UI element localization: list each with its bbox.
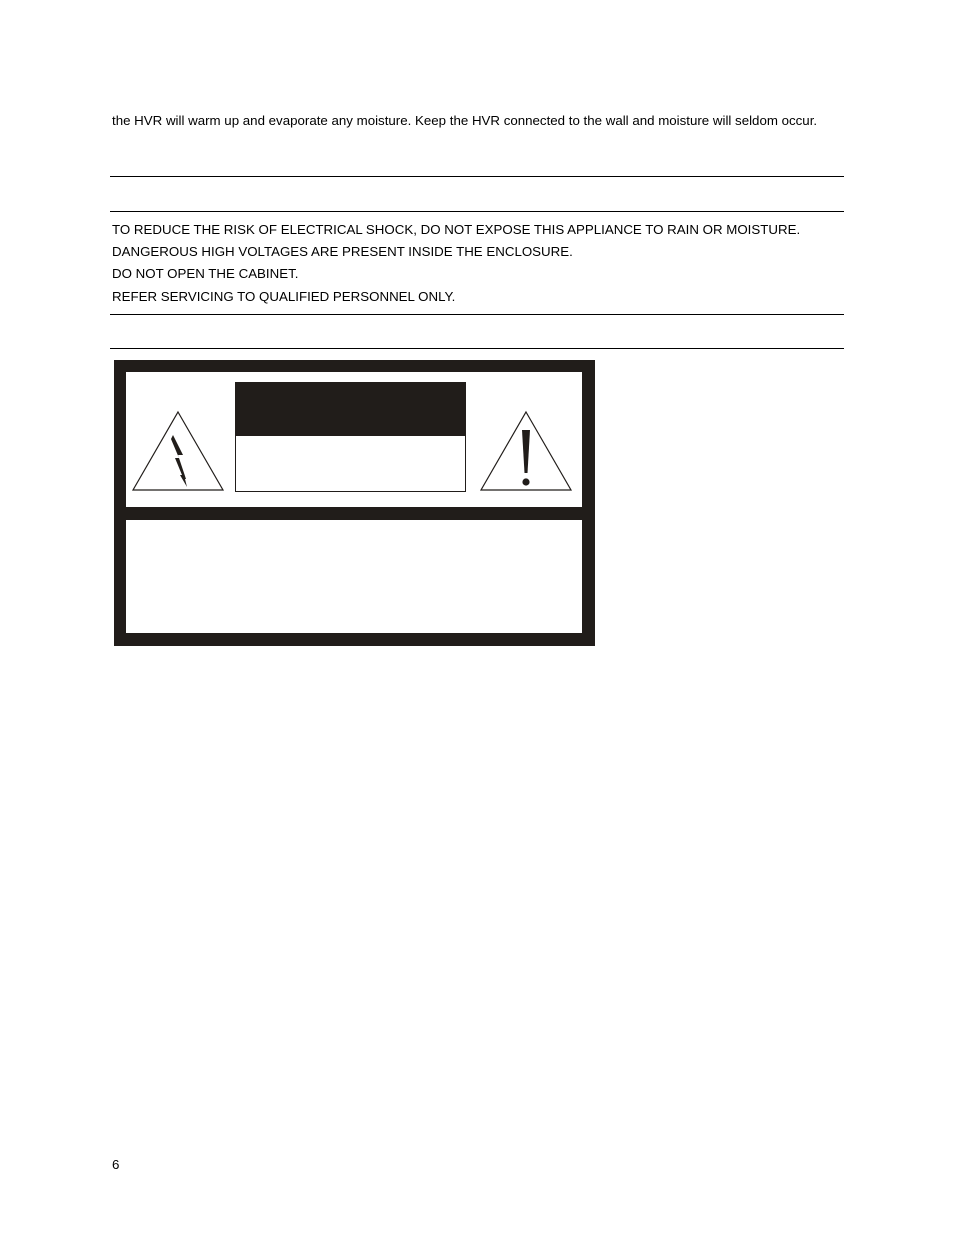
warning-line-high-voltage: DANGEROUS HIGH VOLTAGES ARE PRESENT INSIDE THE ENCLOSURE. [112,244,573,259]
warning-line-rain-moisture: TO REDUCE THE RISK OF ELECTRICAL SHOCK, DO NOT EXPOSE THIS APPLIANCE TO RAIN OR MOISTURE. [112,222,801,237]
section-divider [110,176,844,177]
caution-label-figure [114,360,595,646]
caution-label-bottom-panel [126,520,582,633]
caution-text-box [235,382,466,492]
lightning-bolt-triangle-icon [131,409,225,493]
caution-label-top-panel [126,372,582,507]
warning-line-refer-servicing: REFER SERVICING TO QUALIFIED PERSONNEL ONLY. [112,289,456,304]
exclamation-triangle-icon [479,409,573,493]
caution-header-bar [236,383,465,436]
page-number: 6 [112,1157,120,1172]
intro-paragraph: the HVR will warm up and evaporate any moisture. Keep the HVR connected to the wall and moisture will seldom occur. [112,113,818,128]
section-divider [110,348,844,349]
section-divider [110,314,844,315]
warning-line-do-not-open: DO NOT OPEN THE CABINET. [112,266,299,281]
section-divider [110,211,844,212]
